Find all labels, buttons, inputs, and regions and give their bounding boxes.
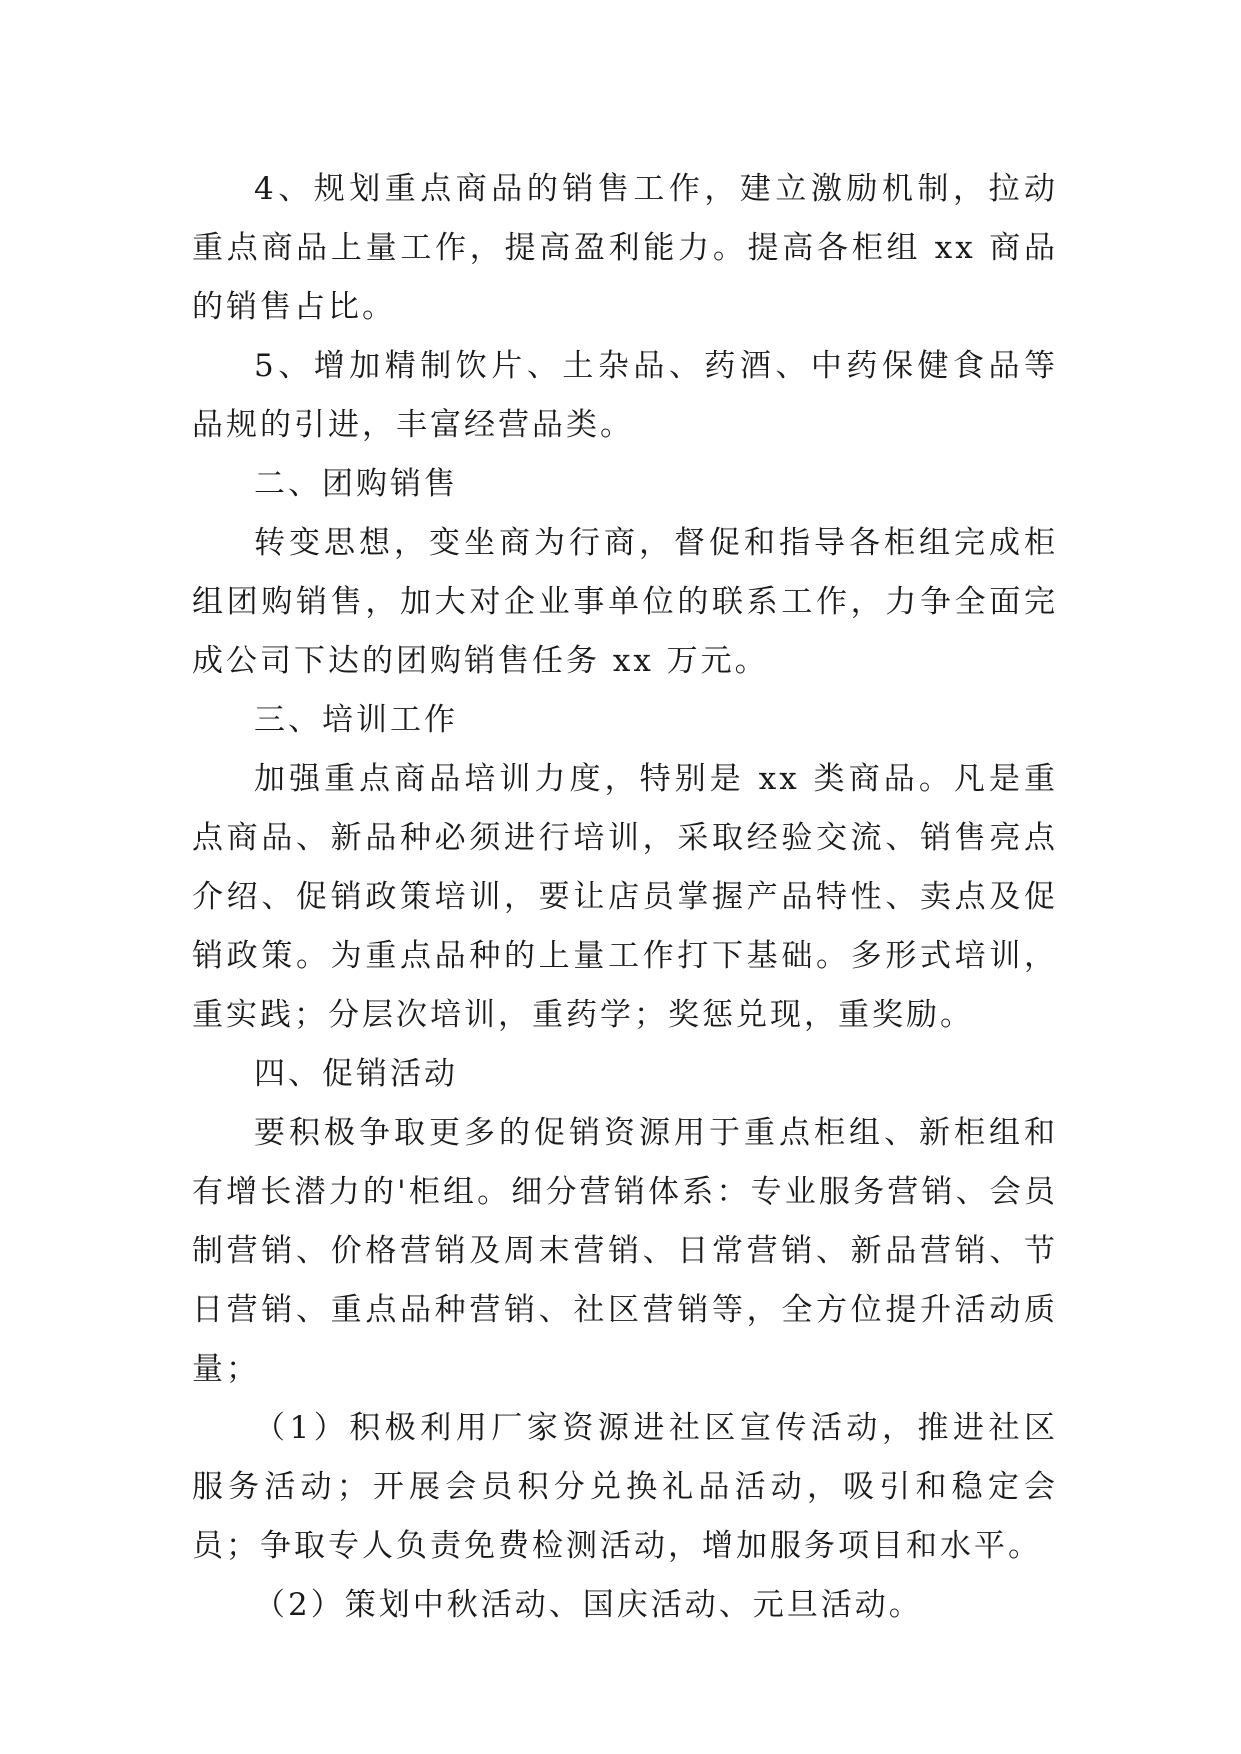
paragraph-promotion: 要积极争取更多的促销资源用于重点柜组、新柜组和有增长潜力的'柜组。细分营销体系：专业服务营销、会员制营销、价格营销及周末营销、日常营销、新品营销、节日营销、重点品种营销、社区营销等，全方位提升活动质量； xyxy=(192,1115,1058,1387)
section-heading-promotion: 四、促销活动 xyxy=(254,1056,458,1092)
paragraph-group-purchase: 转变思想，变坐商为行商，督促和指导各柜组完成柜组团购销售，加大对企业事单位的联系工作，力争全面完成公司下达的团购销售任务 xx 万元。 xyxy=(192,525,1058,679)
paragraph-promotion-item-2: （2）策划中秋活动、国庆活动、元旦活动。 xyxy=(254,1587,923,1623)
paragraph-promotion-item-1: （1）积极利用厂家资源进社区宣传活动，推进社区服务活动；开展会员积分兑换礼品活动，吸引和稳定会员；争取专人负责免费检测活动，增加服务项目和水平。 xyxy=(192,1410,1058,1564)
paragraph-item-5: 5、增加精制饮片、土杂品、药酒、中药保健食品等品规的引进，丰富经营品类。 xyxy=(192,348,1058,443)
paragraph-training: 加强重点商品培训力度，特别是 xx 类商品。凡是重点商品、新品种必须进行培训，采取经验交流、销售亮点介绍、促销政策培训，要让店员掌握产品特性、卖点及促销政策。为重点品种的上量工作打下基础。多形式培训，重实践；分层次培训，重药学；奖惩兑现，重奖励。 xyxy=(192,761,1058,1033)
paragraph-item-4: 4、规划重点商品的销售工作，建立激励机制，拉动重点商品上量工作，提高盈利能力。提高各柜组 xx 商品的销售占比。 xyxy=(192,171,1058,325)
document-page xyxy=(192,160,1058,1635)
section-heading-training: 三、培训工作 xyxy=(254,702,458,738)
section-heading-group-purchase: 二、团购销售 xyxy=(254,466,458,502)
